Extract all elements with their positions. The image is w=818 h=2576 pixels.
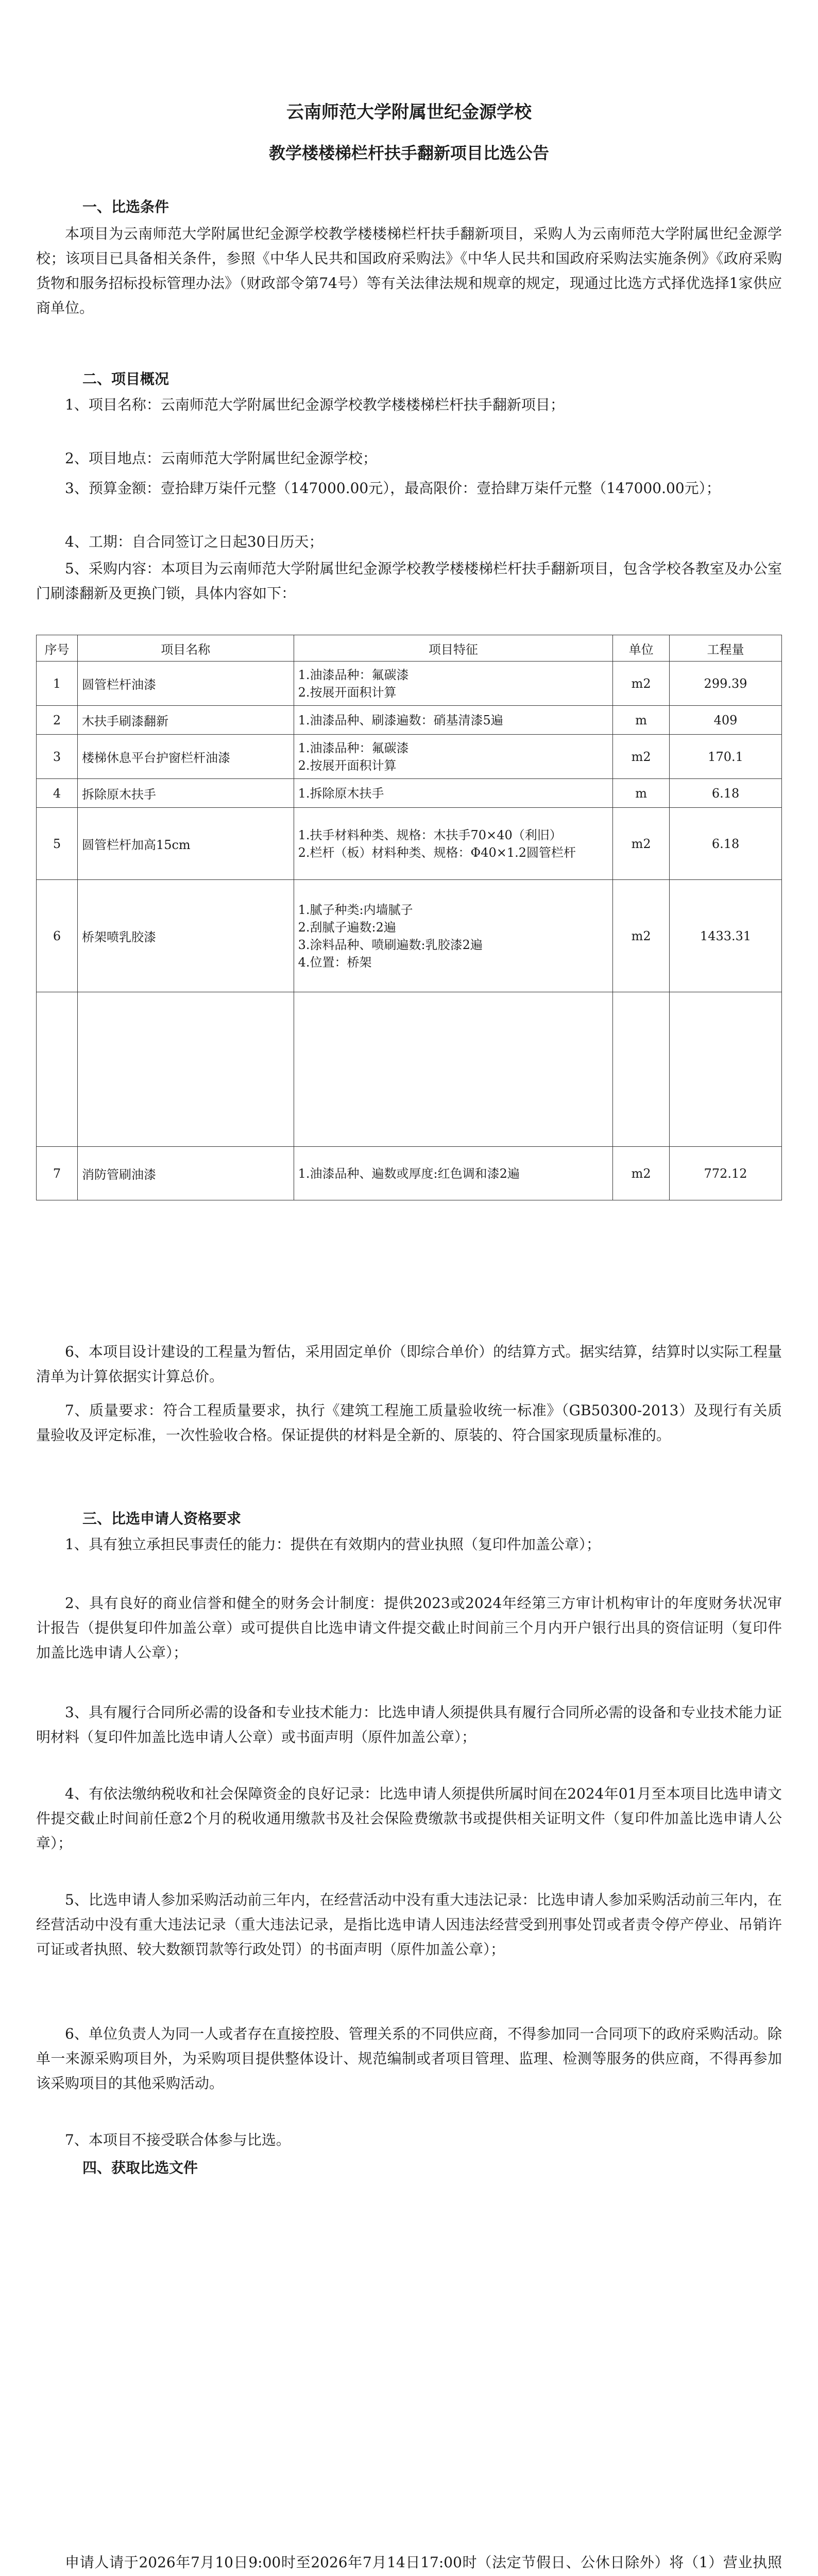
feature-line: 2.栏杆（板）材料种类、规格：Φ40×1.2圆管栏杆 [298, 845, 576, 860]
project-duration: 4、工期：自合同签订之日起30日历天； [65, 533, 323, 550]
row-no: 5 [37, 808, 78, 880]
spacer-cell [294, 992, 613, 1147]
qualification-3: 3、具有履行合同所必需的设备和专业技术能力：比选申请人须提供具有履行合同所必需的设备和专业技术能力证明材料（复印件加盖比选申请人公章）或书面声明（原件加盖公章）； [36, 1704, 782, 1745]
feature-line: 4.位置：桥架 [298, 955, 372, 970]
row-features [294, 779, 613, 808]
announcement-title: 教学楼楼梯栏杆扶手翻新项目比选公告 [268, 143, 549, 163]
work-items-table [36, 635, 782, 1200]
project-scope: 5、采购内容：本项目为云南师范大学附属世纪金源学校教学楼楼梯栏杆扶手翻新项目，包含学校各教室及办公室门刷漆翻新及更换门锁，具体内容如下： [36, 560, 782, 602]
feature-line: 1.油漆品种、刷漆遍数：硝基清漆5遍 [298, 713, 503, 727]
feature-line: 3.涂料品种、喷刷遍数:乳胶漆2遍 [298, 937, 483, 952]
row-no: 2 [37, 706, 78, 735]
project-name: 1、项目名称：云南师范大学附属世纪金源学校教学楼楼梯栏杆扶手翻新项目； [65, 396, 565, 413]
row-features [294, 735, 613, 779]
row-qty: 772.12 [670, 1147, 782, 1200]
header-name: 项目名称 [77, 635, 294, 662]
row-no: 7 [37, 1147, 78, 1200]
header-no: 序号 [37, 635, 78, 662]
row-name: 木扶手刷漆翻新 [77, 706, 294, 735]
settlement-note: 6、本项目设计建设的工程量为暂估，采用固定单价（即综合单价）的结算方式。据实结算，结算时以实际工程量清单为计算依据实计算总价。 [36, 1343, 782, 1385]
row-unit: m2 [613, 808, 670, 880]
feature-line: 2.按展开面积计算 [298, 685, 397, 700]
row-name: 拆除原木扶手 [77, 779, 294, 808]
row-no: 6 [37, 880, 78, 992]
table-row [37, 779, 782, 808]
row-no: 4 [37, 779, 78, 808]
spacer-cell [77, 992, 294, 1147]
qualification-4: 4、有依法缴纳税收和社会保障资金的良好记录：比选申请人须提供所属时间在2024年01月至本项目比选申请文件提交截止时间前任意2个月的税收通用缴款书及社会保险费缴款书或提供相关证明文件（复印件加盖比选申请人公章）； [36, 1785, 782, 1852]
row-features [294, 662, 613, 706]
row-unit: m [613, 706, 670, 735]
section-3-title: 三、比选申请人资格要求 [82, 1510, 242, 1527]
feature-line: 1.腻子种类:内墙腻子 [298, 902, 413, 917]
table-row [37, 808, 782, 880]
table-row [37, 662, 782, 706]
table-row [37, 735, 782, 779]
row-qty: 299.39 [670, 662, 782, 706]
feature-line: 1.油漆品种、遍数或厚度:红色调和漆2遍 [298, 1166, 520, 1181]
qualification-1: 1、具有独立承担民事责任的能力：提供在有效期内的营业执照（复印件加盖公章）； [65, 1536, 601, 1553]
row-name: 楼梯休息平台护窗栏杆油漆 [77, 735, 294, 779]
row-qty: 6.18 [670, 779, 782, 808]
row-name: 桥架喷乳胶漆 [77, 880, 294, 992]
table-header-row [37, 635, 782, 662]
section-1-title: 一、比选条件 [82, 198, 169, 215]
row-unit: m2 [613, 662, 670, 706]
section-4-title: 四、获取比选文件 [82, 2159, 198, 2176]
feature-line: 2.刮腻子遍数:2遍 [298, 920, 396, 935]
spacer-cell [613, 992, 670, 1147]
row-features [294, 706, 613, 735]
header-unit: 单位 [613, 635, 670, 662]
section-1-text: 本项目为云南师范大学附属世纪金源学校教学楼楼梯栏杆扶手翻新项目，采购人为云南师范大学附属世纪金源学校；该项目已具备相关条件，参照《中华人民共和国政府采购法》《中华人民共和国政府采购法实施条例》《政府采购货物和服务招标投标管理办法》（财政部令第74号）等有关法律法规和规章的规定，现通过比选方式择优选择1家供应商单位。 [36, 225, 782, 316]
row-features [294, 808, 613, 880]
feature-line: 1.扶手材料种类、规格：木扶手70×40（利旧） [298, 827, 562, 842]
qualification-6: 6、单位负责人为同一人或者存在直接控股、管理关系的不同供应商，不得参加同一合同项下的政府采购活动。除单一来源采购项目外，为采购项目提供整体设计、规范编制或者项目管理、监理、检测等服务的供应商，不得再参加该采购项目的其他采购活动。 [36, 2025, 782, 2092]
feature-line: 1.拆除原木扶手 [298, 786, 384, 801]
quality-requirement: 7、质量要求：符合工程质量要求，执行《建筑工程施工质量验收统一标准》（GB50300-2013）及现行有关质量验收及评定标准，一次性验收合格。保证提供的材料是全新的、原装的、符合国家现质量标准的。 [36, 1402, 782, 1444]
row-features [294, 880, 613, 992]
row-qty: 1433.31 [670, 880, 782, 992]
table-spacer-row [37, 992, 782, 1147]
qualification-5: 5、比选申请人参加采购活动前三年内，在经营活动中没有重大违法记录：比选申请人参加采购活动前三年内，在经营活动中没有重大违法记录（重大违法记录，是指比选申请人因违法经营受到刑事处罚或者责令停产停业、吊销许可证或者执照、较大数额罚款等行政处罚）的书面声明（原件加盖公章）； [36, 1891, 782, 1958]
spacer-cell [670, 992, 782, 1147]
table-row [37, 1147, 782, 1200]
table-row [37, 880, 782, 992]
project-budget: 3、预算金额：壹拾肆万柒仟元整（147000.00元），最高限价：壹拾肆万柒仟元整（147000.00元）； [65, 480, 721, 497]
project-location: 2、项目地点：云南师范大学附属世纪金源学校； [65, 450, 377, 467]
feature-line: 1.油漆品种：氟碳漆 [298, 740, 409, 755]
qualification-7: 7、本项目不接受联合体参与比选。 [65, 2131, 291, 2148]
header-qty: 工程量 [670, 635, 782, 662]
header-features: 项目特征 [294, 635, 613, 662]
row-features [294, 1147, 613, 1200]
feature-line: 2.按展开面积计算 [298, 758, 397, 773]
row-qty: 6.18 [670, 808, 782, 880]
row-name: 圆管栏杆加高15cm [77, 808, 294, 880]
section-2-title: 二、项目概况 [82, 370, 169, 387]
row-unit: m2 [613, 880, 670, 992]
row-name: 圆管栏杆油漆 [77, 662, 294, 706]
qualification-2: 2、具有良好的商业信誉和健全的财务会计制度：提供2023或2024年经第三方审计机构审计的年度财务状况审计报告（提供复印件加盖公章）或可提供自比选申请文件提交截止时间前三个月内开户银行出具的资信证明（复印件加盖比选申请人公章）； [36, 1595, 782, 1661]
row-unit: m [613, 779, 670, 808]
row-unit: m2 [613, 1147, 670, 1200]
school-title: 云南师范大学附属世纪金源学校 [286, 102, 532, 123]
feature-line: 1.油漆品种：氟碳漆 [298, 667, 409, 682]
row-name: 消防管刷油漆 [77, 1147, 294, 1200]
obtain-documents-text: 申请人请于2026年7月10日9:00时至2026年7月14日17:00时（法定节假日、公休日除外）将（1）营业执照 [65, 2554, 782, 2571]
row-qty: 170.1 [670, 735, 782, 779]
row-no: 1 [37, 662, 78, 706]
spacer-cell [37, 992, 78, 1147]
row-no: 3 [37, 735, 78, 779]
row-qty: 409 [670, 706, 782, 735]
table-row [37, 706, 782, 735]
row-unit: m2 [613, 735, 670, 779]
